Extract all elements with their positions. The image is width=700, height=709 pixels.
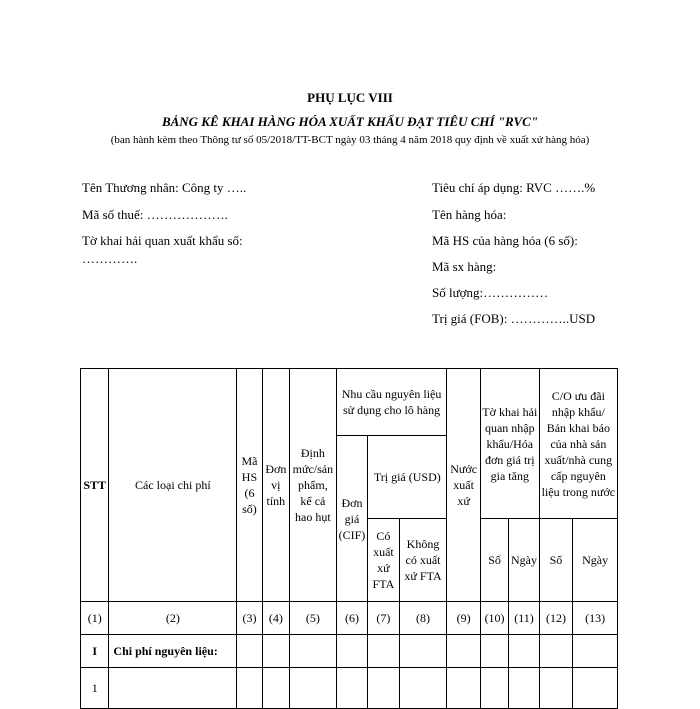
table-cell — [262, 635, 289, 668]
table-cell — [539, 635, 572, 668]
column-number: (12) — [539, 602, 572, 635]
column-number: (9) — [447, 602, 480, 635]
table-cell — [336, 635, 367, 668]
header-number-a: Số — [480, 519, 508, 602]
table-cell — [237, 668, 262, 709]
issued-by-note: (ban hành kèm theo Thông tư số 05/2018/TT-BCT ngày 03 tháng 4 năm 2018 quy định về xuất xứ hàng hóa) — [110, 134, 590, 146]
table-cell — [290, 635, 337, 668]
header-unit-price: Đơn giá (CIF) — [336, 436, 367, 602]
header-value-usd: Trị giá (USD) — [368, 436, 447, 519]
table-cell — [368, 635, 399, 668]
table-cell — [480, 668, 508, 709]
column-number: (5) — [290, 602, 337, 635]
table-cell — [447, 668, 480, 709]
column-number: (6) — [336, 602, 367, 635]
row-stt: 1 — [81, 668, 109, 709]
header-unit: Đơn vị tính — [262, 369, 289, 602]
table-cell — [399, 668, 447, 709]
column-number: (7) — [368, 602, 399, 635]
trader-name-field: Tên Thương nhân: Công ty ….. — [82, 180, 247, 195]
header-stt: STT — [81, 369, 109, 602]
cost-declaration-table — [80, 368, 618, 709]
header-co-preferential: C/O ưu đãi nhập khẩu/ Bản khai báo của nhà sản xuất/nhà cung cấp nguyên liệu trong nước — [539, 369, 617, 519]
table-cell — [480, 635, 508, 668]
document-title: PHỤ LỤC VIII — [307, 90, 393, 105]
table-cell — [399, 635, 447, 668]
header-without-fta: Không có xuất xứ FTA — [399, 519, 447, 602]
column-number: (8) — [399, 602, 447, 635]
header-with-fta: Có xuất xứ FTA — [368, 519, 399, 602]
table-row — [81, 635, 618, 668]
table-cell — [509, 635, 539, 668]
tax-code-field: Mã số thuế: ………………. — [82, 207, 228, 222]
customs-declaration-blank: …………. — [82, 251, 138, 266]
header-import-declaration: Tờ khai hải quan nhập khẩu/Hóa đơn giá trị gia tăng — [480, 369, 539, 519]
column-number: (4) — [262, 602, 289, 635]
goods-name-field: Tên hàng hóa: — [432, 207, 507, 222]
table-cell — [509, 668, 539, 709]
row-label: Chi phí nguyên liệu: — [109, 635, 237, 668]
table-cell — [573, 668, 618, 709]
header-hs-code: Mã HS (6 số) — [237, 369, 262, 602]
table-cell — [368, 668, 399, 709]
column-number: (10) — [480, 602, 508, 635]
fob-value-field: Trị giá (FOB): …………..USD — [432, 311, 596, 326]
table-row — [81, 668, 618, 709]
manufacturer-code-field: Mã sx hàng: — [432, 259, 497, 274]
table-cell — [336, 668, 367, 709]
header-origin-country: Nước xuất xứ — [447, 369, 480, 602]
column-number: (2) — [109, 602, 237, 635]
header-date-a: Ngày — [509, 519, 539, 602]
header-cost-type: Các loại chi phí — [109, 369, 237, 602]
table-cell — [573, 635, 618, 668]
document-subtitle: BẢNG KÊ KHAI HÀNG HÓA XUẤT KHẨU ĐẠT TIÊU CHÍ "RVC" — [161, 114, 539, 129]
row-label — [109, 668, 237, 709]
column-number: (13) — [573, 602, 618, 635]
hs-code-field: Mã HS của hàng hóa (6 số): — [432, 233, 578, 248]
quantity-field: Số lượng:…………… — [432, 285, 549, 300]
column-number-row — [81, 602, 618, 635]
table-cell — [262, 668, 289, 709]
table-cell — [290, 668, 337, 709]
header-date-b: Ngày — [573, 519, 618, 602]
table-cell — [447, 635, 480, 668]
header-norm: Định mức/sản phẩm, kể cả hao hụt — [290, 369, 337, 602]
column-number: (1) — [81, 602, 109, 635]
header-number-b: Số — [539, 519, 572, 602]
column-number: (3) — [237, 602, 262, 635]
column-number: (11) — [509, 602, 539, 635]
row-stt: I — [81, 635, 109, 668]
criterion-field: Tiêu chí áp dụng: RVC …….% — [432, 180, 596, 195]
customs-declaration-field: Tờ khai hải quan xuất khẩu số: — [82, 233, 243, 248]
table-cell — [237, 635, 262, 668]
table-cell — [539, 668, 572, 709]
header-material-need: Nhu cầu nguyên liệu sử dụng cho lô hàng — [336, 369, 447, 436]
